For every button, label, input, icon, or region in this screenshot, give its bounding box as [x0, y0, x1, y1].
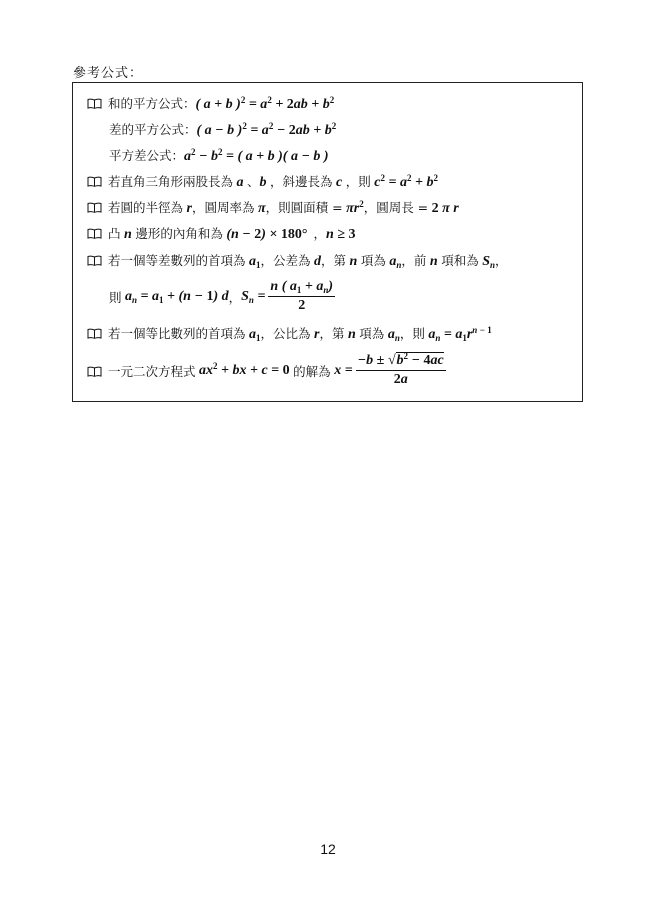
- pythagoras-text-3: ，則: [345, 174, 371, 189]
- polygon-sep: ，: [313, 226, 327, 241]
- diff-square-expr: ( a − b )$^2 = a^2 - 2ab + b^2$: [196, 121, 337, 138]
- book-icon: [87, 255, 102, 266]
- arith2-text-1: 則: [109, 289, 122, 305]
- sum-square-expr: ( a + b )$^2 = a^2 + 2ab + b^2$: [195, 95, 335, 112]
- formula-circle: 若圓的半徑為 r ，圓周率為 π ，則圓面積 = $\pi r^2$ ，圓周長 = 2 π r: [87, 198, 459, 217]
- formula-geometric: 若一個等比數列的首項為 $a_1$ ，公比為 r ，第 n 項為 $a_n$ ，則 $a_n = a_1r^{n - 1}$: [87, 324, 492, 343]
- circle-text-1: 若圓的半徑為: [108, 200, 184, 215]
- arith-text-4: 項為: [360, 253, 386, 268]
- pythagoras-text-1: 若直角三角形兩股長為: [108, 174, 234, 189]
- arith-text-2: ，公差為: [260, 253, 311, 268]
- book-icon: [87, 202, 102, 213]
- geo-text-4: 項為: [359, 326, 385, 341]
- arith-text-1: 若一個等差數列的首項為: [108, 253, 246, 268]
- pythagoras-expr: $c^2 = a^2 + b^2$: [370, 173, 438, 190]
- formula-diff-square: [109, 120, 336, 139]
- formula-sum-square: [87, 94, 334, 113]
- sum-square-label: 和的平方公式：: [108, 96, 196, 111]
- formula-diff-of-squares: [109, 146, 329, 165]
- circle-text-3: ，則圓面積 =: [265, 200, 343, 215]
- book-icon: [87, 228, 102, 239]
- arith-text-5: ，前: [401, 253, 427, 268]
- arith-text-7: ，: [495, 253, 508, 268]
- quad-text-2: 的解為: [293, 363, 331, 379]
- formula-arithmetic: 若一個等差數列的首項為 $a_1$ ，公差為 d ，第 n 項為 $a_n$ ，前 n 項和為 $S_n$ ，: [87, 251, 508, 270]
- diff-of-squares-label: 平方差公式：: [109, 148, 185, 163]
- polygon-text-1: 凸: [108, 226, 121, 241]
- arith2-sep: ，: [228, 289, 242, 305]
- quad-text-1: 一元二次方程式: [108, 363, 196, 379]
- geo-text-3: ，第: [319, 326, 345, 341]
- polygon-text-2: 邊形的內角和為: [135, 226, 223, 241]
- circle-text-2: ，圓周率為: [191, 200, 255, 215]
- arith-text-6: 項和為: [441, 253, 479, 268]
- pythagoras-sep: 、: [247, 174, 260, 189]
- diff-of-squares-expr: $a^2 - b^2$ = ( a + b )( a − b ): [184, 147, 329, 164]
- geo-text-1: 若一個等比數列的首項為: [108, 326, 246, 341]
- geo-text-5: ，則: [399, 326, 425, 341]
- page-heading: 參考公式：: [73, 66, 144, 81]
- book-icon: [87, 98, 102, 109]
- formula-box: [72, 82, 583, 402]
- formula-arithmetic-2: 則 $a_n = a_1 + (n - 1)$ d ， $S_n$ = $\frac{n ( a_1 + a_n)}{2}$: [109, 279, 334, 313]
- quadratic-fraction: $\frac{-b \pm √b^2 - 4ac}{2a}$: [357, 351, 444, 387]
- diff-square-label: 差的平方公式：: [109, 122, 197, 137]
- page-number: 12: [320, 841, 336, 857]
- formula-pythagoras: 若直角三角形兩股長為 a 、 b ，斜邊長為 c ，則 $c^2 = a^2 + b^2$: [87, 172, 438, 191]
- arith-sum-fraction: $\frac{n ( a_1 + a_n)}{2}$: [270, 279, 334, 313]
- circle-text-4: ，圓周長 =: [363, 200, 429, 215]
- book-icon: [87, 176, 102, 187]
- book-icon: [87, 328, 102, 339]
- formula-quadratic: 一元二次方程式 $ax^2$ + bx + c = 0 的解為 x = $\frac{-b \pm √b^2 - 4ac}{2a}$: [87, 353, 446, 388]
- book-icon: [87, 366, 102, 377]
- geo-text-2: ，公比為: [260, 326, 311, 341]
- arith-text-3: ，第: [321, 253, 347, 268]
- pythagoras-text-2: ，斜邊長為: [270, 174, 333, 189]
- formula-polygon: 凸 n 邊形的內角和為 (n − 2) × 180° ， n ≥ 3: [87, 224, 356, 243]
